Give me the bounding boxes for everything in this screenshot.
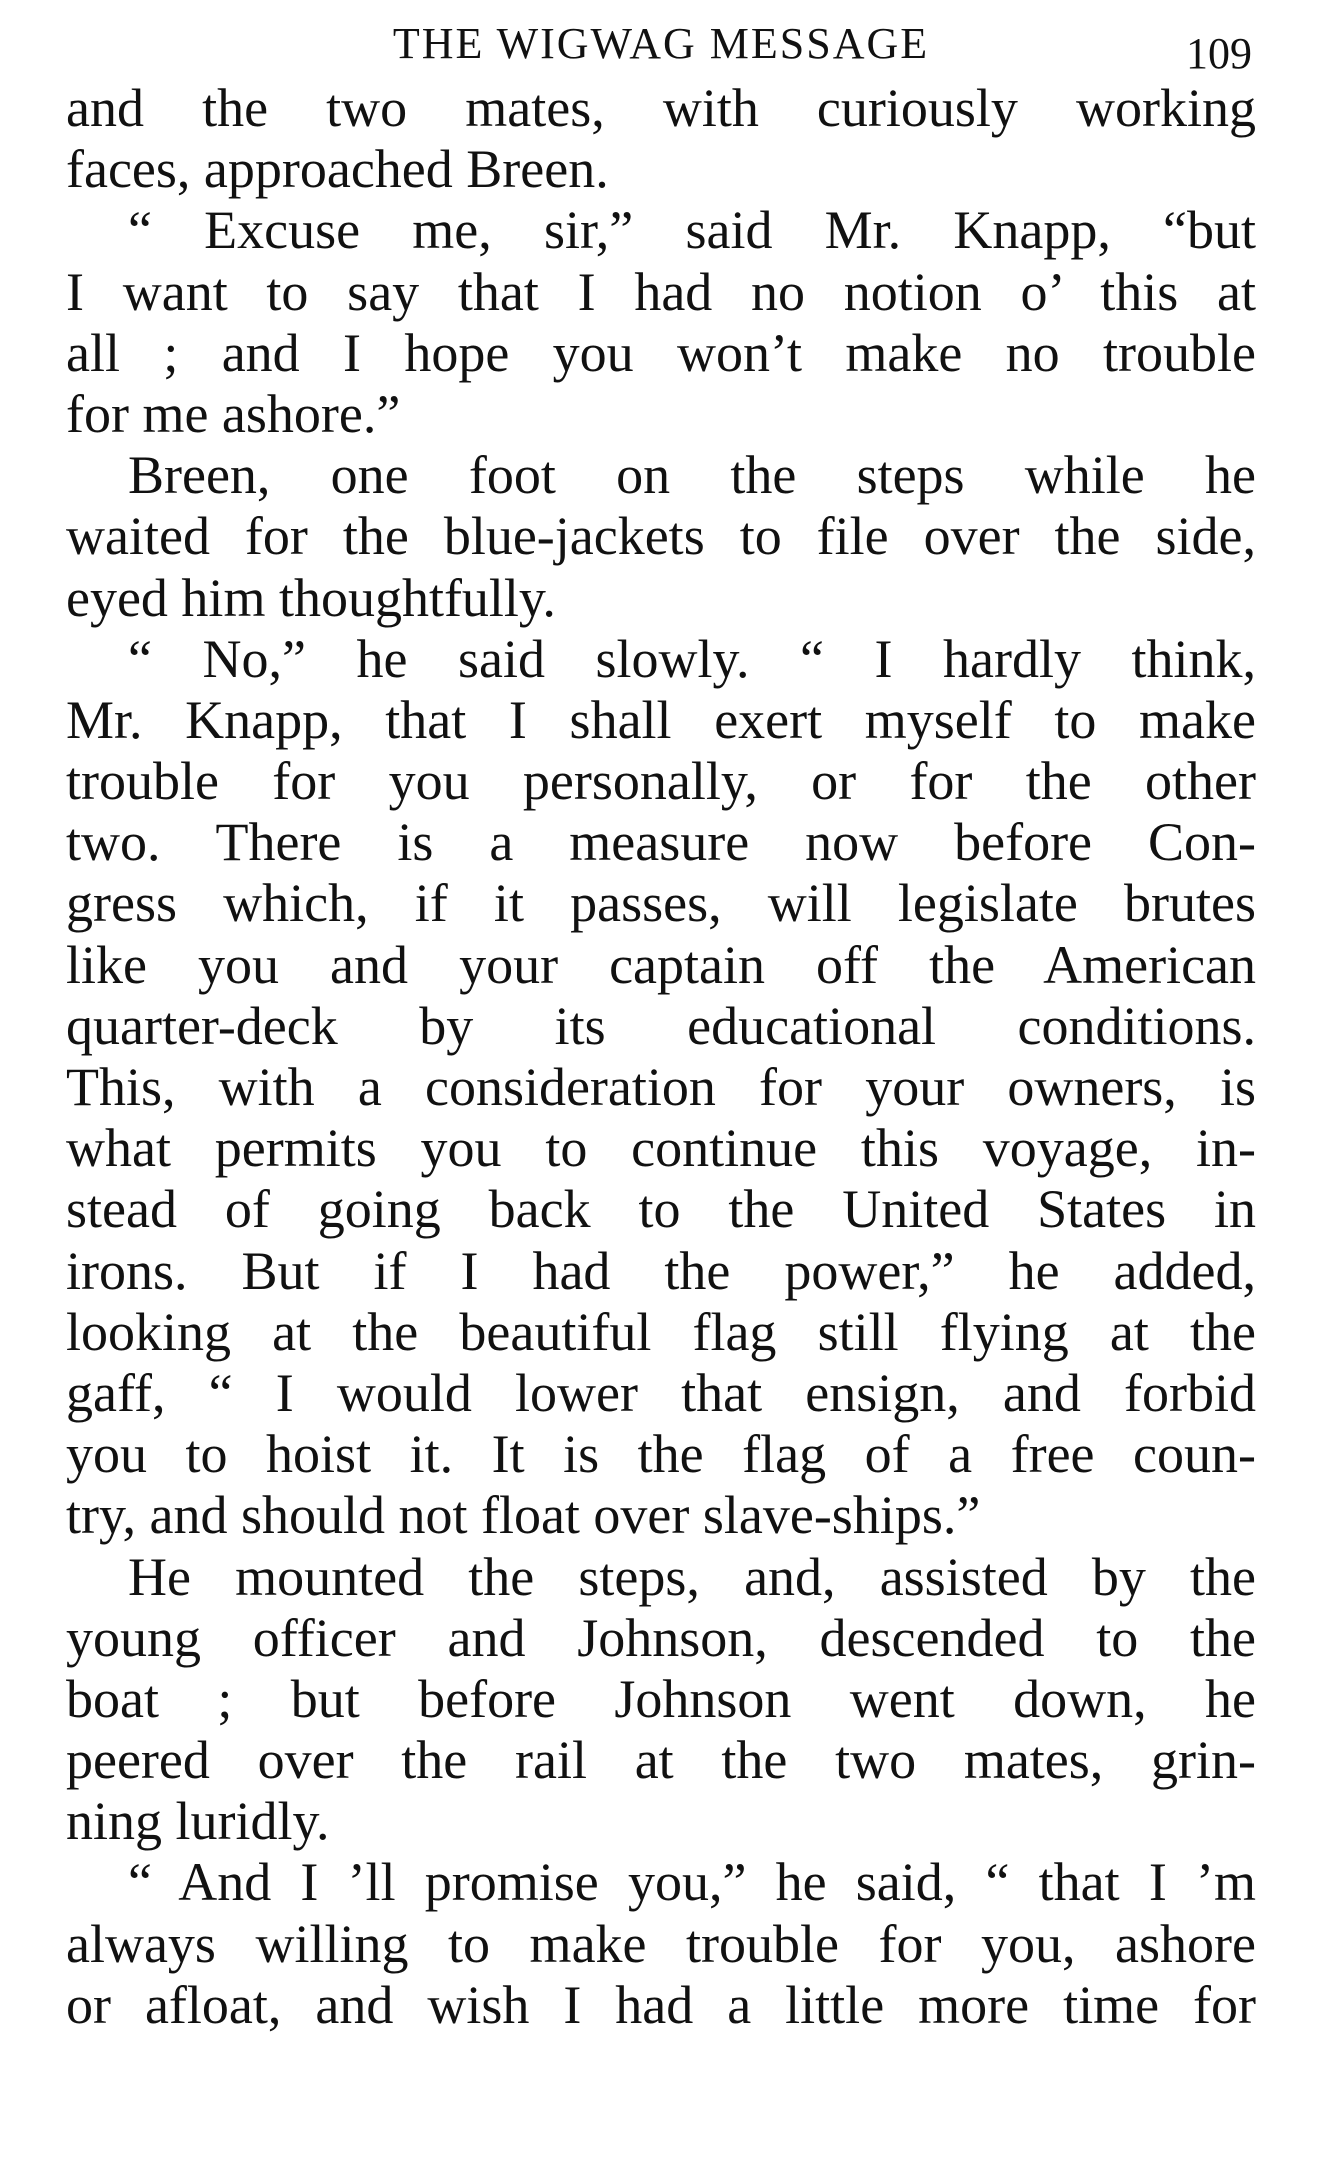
running-title: THE WIGWAG MESSAGE (392, 19, 930, 68)
text-line: “ And I ’ll promise you,” he said, “ that I ’m (128, 1852, 1256, 1913)
text-line: you to hoist it. It is the flag of a free coun- (66, 1424, 1256, 1485)
text-line: “ Excuse me, sir,” said Mr. Knapp, “but (128, 200, 1256, 261)
text-line: what permits you to continue this voyage, in- (66, 1118, 1256, 1179)
running-head (66, 14, 1256, 78)
text-line: always willing to make trouble for you, ashore (66, 1913, 1256, 1974)
text-line: peered over the rail at the two mates, grin- (66, 1730, 1256, 1791)
text-line: try, and should not float over slave-ships.” (66, 1485, 981, 1546)
text-line: trouble for you personally, or for the other (66, 751, 1256, 812)
text-line: stead of going back to the United States in (66, 1179, 1256, 1240)
text-line: quarter-deck by its educational conditions. (66, 995, 1256, 1056)
text-line: young officer and Johnson, descended to the (66, 1607, 1256, 1668)
text-line: two. There is a measure now before Con- (66, 812, 1256, 873)
text-line: I want to say that I had no notion o’ this at (66, 261, 1256, 322)
text-line: He mounted the steps, and, assisted by the (128, 1546, 1256, 1607)
text-line: for me ashore.” (66, 383, 401, 444)
text-line: “ No,” he said slowly. “ I hardly think, (128, 628, 1256, 689)
text-line: ning luridly. (66, 1791, 330, 1852)
page-number: 109 (1186, 29, 1252, 78)
text-line: Breen, one foot on the steps while he (128, 445, 1256, 506)
text-line: looking at the beautiful flag still flying at the (66, 1301, 1256, 1362)
body-text (66, 78, 1256, 2036)
text-line: waited for the blue-jackets to file over the side, (66, 506, 1256, 567)
text-line: or afloat, and wish I had a little more time for (66, 1974, 1256, 2035)
text-line: gaff, “ I would lower that ensign, and forbid (66, 1362, 1256, 1423)
book-page (66, 14, 1256, 2036)
text-line: irons. But if I had the power,” he added, (66, 1240, 1256, 1301)
text-line: faces, approached Breen. (66, 139, 609, 200)
text-line: boat ; but before Johnson went down, he (66, 1668, 1256, 1729)
text-line: gress which, if it passes, will legislate brutes (66, 873, 1256, 934)
text-line: like you and your captain off the American (66, 934, 1256, 995)
text-line: and the two mates, with curiously working (66, 78, 1256, 138)
text-line: Mr. Knapp, that I shall exert myself to make (66, 689, 1256, 750)
text-line: eyed him thoughtfully. (66, 567, 556, 628)
text-line: This, with a consideration for your owners, is (66, 1057, 1256, 1117)
text-line: all ; and I hope you won’t make no trouble (66, 322, 1256, 383)
